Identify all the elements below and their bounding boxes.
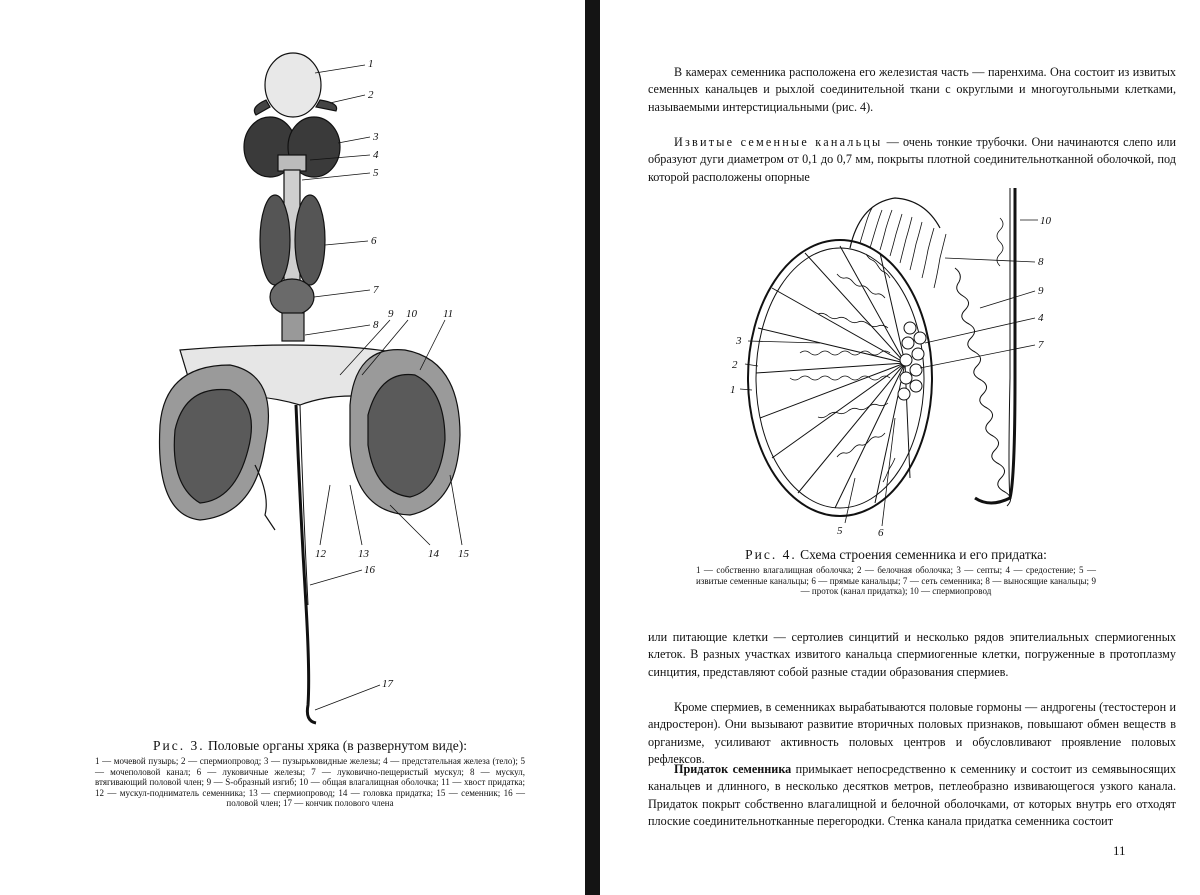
fig3-callout-9: 9 [388,308,394,320]
figure-4-testis-scheme [710,178,1150,546]
paragraph-parenchyma: В камерах семенника расположена его железистая часть — паренхима. Она состоит из извитых семенных канальцев и рыхлой соединительной ткани с округлыми и многоугольными клетками, называемыми интерстициальными (рис. 4). [648,64,1176,116]
figure-3-caption [95,738,525,809]
fig4-callout-6: 6 [878,527,884,539]
fig3-callout-1: 1 [368,58,374,70]
fig4-callout-2: 2 [732,359,738,371]
figure-3-boar-reproductive-organs [140,45,500,735]
figure-4-caption-title [696,547,1096,563]
figure-3-legend: 1 — мочевой пузырь; 2 — спермиопровод; 3 — пузырьковидные железы; 4 — предстательная железа (тело); 5 — мочеполовой канал; 6 — луковичные железы; 7 — луковично-пещеристый мускул; 8 — мускул, втягивающий половой член; 9 — S-образный изгиб; 10 — общая влагалищная оболочка; 11 — хвост придатка; 12 — мускул-подниматель семенника; 13 — спермиопровод; 14 — головка придатка; 15 — семенник; 16 — половой член; 17 — кончик полового члена [95,756,525,809]
fig3-callout-13: 13 [358,548,370,560]
fig4-callout-9: 9 [1038,285,1044,297]
figure-4-caption-prefix: Рис. 4. [745,547,797,562]
fig4-callout-10: 10 [1040,215,1052,227]
fig3-callout-11: 11 [443,308,453,320]
fig3-callout-5: 5 [373,167,379,179]
paragraph-epididymis [648,761,1176,830]
book-spine-shadow [585,0,600,895]
fig4-callout-5: 5 [837,525,843,537]
figure-3-illustration [140,45,500,735]
figure-4-illustration [710,178,1150,546]
fig3-callout-4: 4 [373,149,379,161]
fig3-callout-15: 15 [458,548,470,560]
fig4-callout-1: 1 [730,384,736,396]
fig3-callout-6: 6 [371,235,377,247]
figure-4-legend: 1 — собственно влагалищная оболочка; 2 — белочная оболочка; 3 — септы; 4 — средостение; 5 — извитые семенные канальцы; 6 — прямые канальцы; 7 — сеть семенника; 8 — выносящие канальцы; 9 — проток (канал придатка); 10 — спермиопровод [696,565,1096,597]
left-page [0,0,585,895]
term-convoluted-tubules: Извитые семенные канальцы [674,135,882,149]
page-number: 11 [1113,843,1126,859]
fig4-callout-7: 7 [1038,339,1044,351]
figure-3-caption-text: Половые органы хряка (в развернутом виде): [208,738,467,753]
fig3-callout-2: 2 [368,89,374,101]
paragraph-convoluted-tubules-text: — очень тонкие трубочки. Они начинаются слепо или образуют дуги диаметром от 0,1 до 0,7 мм, покрыты плотной соединительнотканной оболочкой, под которой расположены опорные [648,135,1176,183]
fig3-callout-14: 14 [428,548,440,560]
fig3-callout-3: 3 [372,131,379,143]
fig4-callout-8: 8 [1038,256,1044,268]
fig3-callout-8: 8 [373,319,379,331]
figure-4-caption [696,547,1096,597]
paragraph-hormones: Кроме спермиев, в семенниках вырабатываются половые гормоны — андрогены (тестостерон и андростерон). Они вызывают развитие вторичных половых признаков, повышают обмен веществ в организме, усиливают активность половых центров и обусловливают проявление половых рефлексов. [648,699,1176,768]
paragraph-epididymis-text: примыкает непосредственно к семеннику и состоит из семявыносящих канальцев и длинного, в несколько десятков метров, петлеобразно извивающегося узкого канала. Придаток покрыт собственно влагалищной и белочной оболочками, от которых внутрь его отходят плоские соединительнотканные перегородки. Стенка канала придатка семенника состоит [648,762,1176,828]
right-page [600,0,1200,895]
fig3-callout-10: 10 [406,308,418,320]
fig4-callout-3: 3 [735,335,742,347]
fig3-callout-17: 17 [382,678,394,690]
figure-3-caption-prefix: Рис. 3. [153,738,205,753]
fig3-callout-12: 12 [315,548,327,560]
paragraph-sertoli-cells: или питающие клетки — сертолиев синцитий и несколько рядов эпителиальных спермиогенных клеток. В разных участках извитого канальца спермиогенные клетки, погруженные в протоплазму синцития, представляют собой разные стадии образования спермиев. [648,629,1176,681]
fig4-callout-4: 4 [1038,312,1044,324]
figure-4-caption-text: Схема строения семенника и его придатка: [800,547,1047,562]
fig3-callout-16: 16 [364,564,376,576]
fig3-callout-7: 7 [373,284,379,296]
figure-3-caption-title [95,738,525,754]
term-epididymis: Придаток семенника [674,762,791,776]
